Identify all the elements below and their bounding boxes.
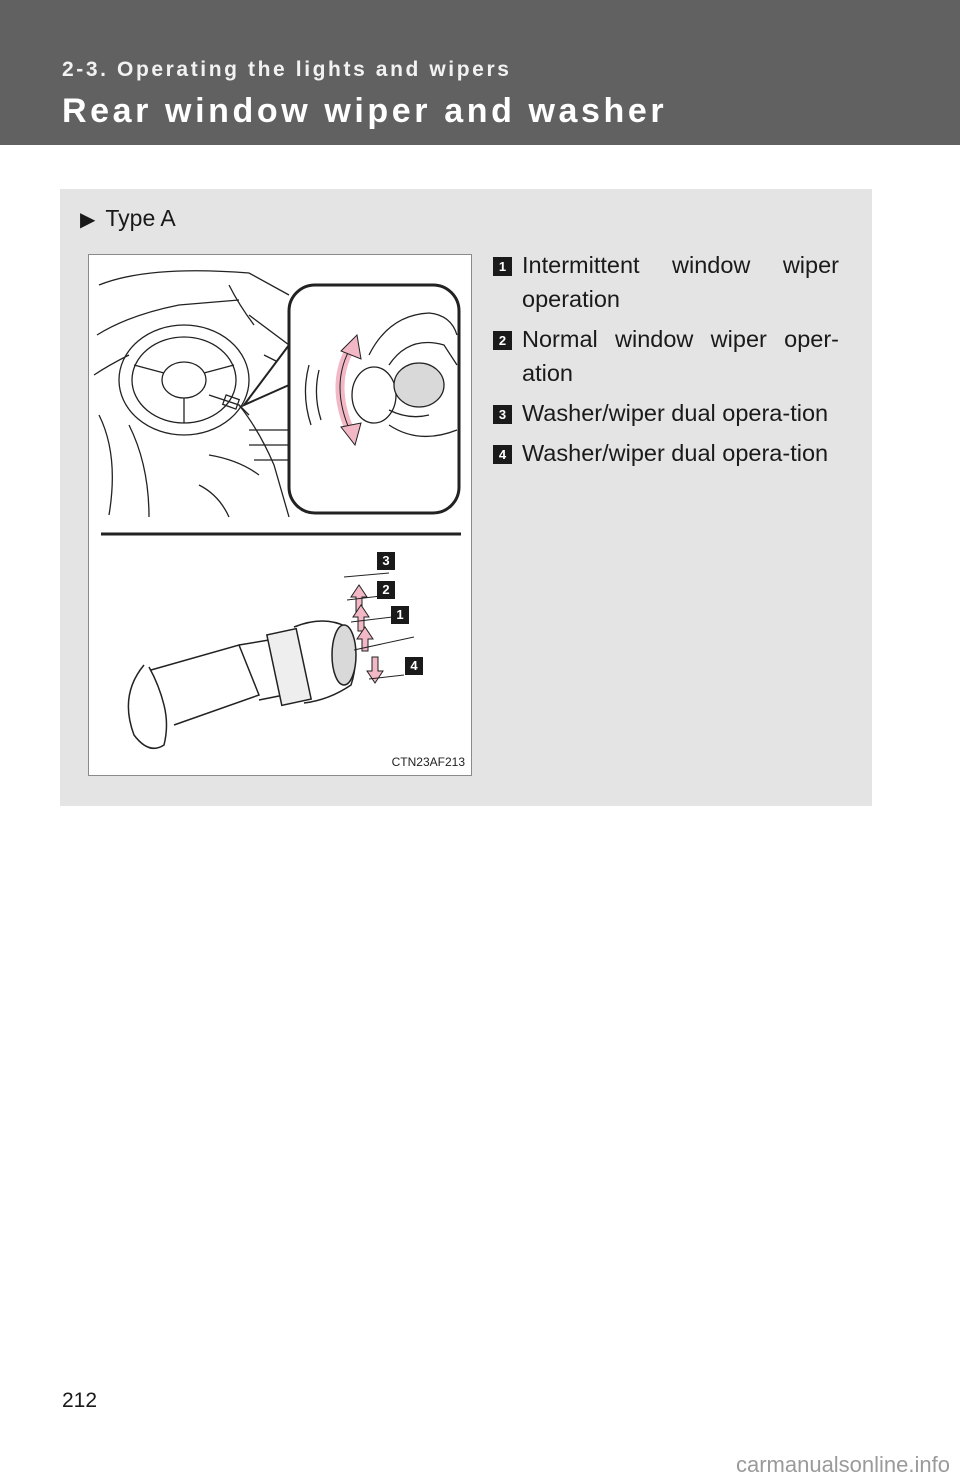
legend-number: 3 — [493, 405, 512, 424]
lever-drawing — [128, 621, 356, 748]
legend-number: 2 — [493, 331, 512, 350]
legend-item — [493, 322, 839, 390]
callout-1: 1 — [391, 606, 409, 624]
watermark: carmanualsonline.info — [735, 1452, 950, 1477]
legend-text: Washer/wiper dual opera-tion — [522, 400, 829, 426]
legend-list — [493, 248, 839, 476]
legend-text: Intermittent window wiper operation — [522, 252, 839, 312]
legend-number: 1 — [493, 257, 512, 276]
callout-4: 4 — [405, 657, 423, 675]
page-header — [0, 0, 960, 145]
page-title: Rear window wiper and washer — [62, 92, 668, 130]
type-label — [80, 205, 176, 232]
callout-2: 2 — [377, 581, 395, 599]
page-number: 212 — [62, 1389, 98, 1412]
section-title: 2-3. Operating the lights and wipers — [62, 58, 512, 81]
type-label-text: Type A — [105, 205, 176, 231]
wiper-switch-illustration — [88, 254, 472, 776]
legend-item — [493, 396, 839, 430]
figure-code: CTN23AF213 — [391, 755, 465, 769]
direction-arrows — [351, 585, 383, 683]
legend-text: Washer/wiper dual opera-tion — [522, 440, 829, 466]
legend-text: Normal window wiper oper-ation — [522, 326, 839, 386]
legend-item — [493, 248, 839, 316]
legend-number: 4 — [493, 445, 512, 464]
legend-item — [493, 436, 839, 470]
triangle-right-icon: ▶ — [80, 209, 96, 231]
callout-3: 3 — [377, 552, 395, 570]
